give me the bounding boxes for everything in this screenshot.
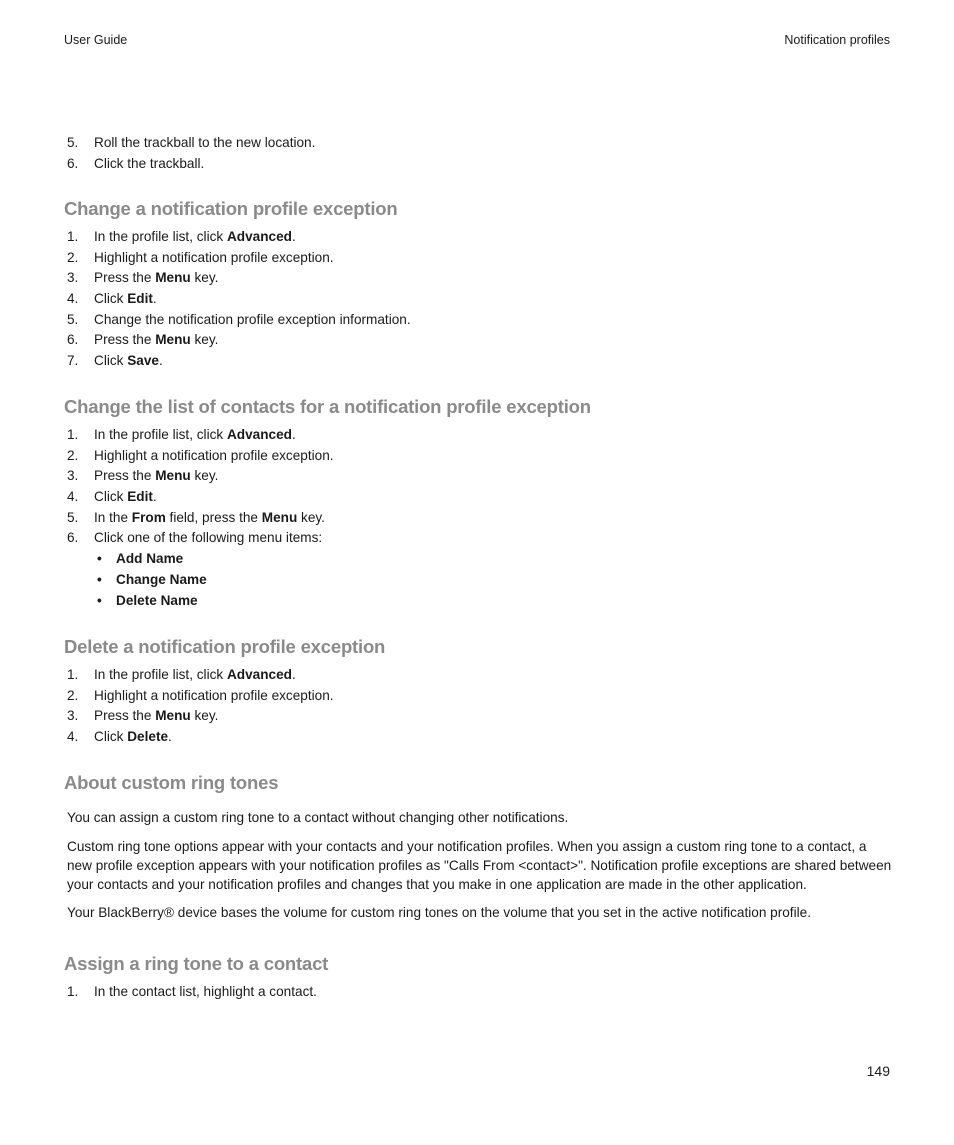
step: 5. In the From field, press the Menu key. bbox=[67, 509, 325, 525]
step: 1. In the profile list, click Advanced. bbox=[67, 427, 296, 442]
step: 3. Press the Menu key. bbox=[67, 270, 219, 286]
step: 1. In the contact list, highlight a contact. bbox=[67, 984, 317, 999]
menu-item-bullet: • Delete Name bbox=[97, 592, 198, 608]
step: 6. Press the Menu key. bbox=[67, 332, 219, 348]
menu-item-bullet: • Change Name bbox=[97, 571, 207, 587]
paragraph: You can assign a custom ring tone to a contact without changing other notifications. bbox=[67, 810, 569, 825]
step: 3. Press the Menu key. bbox=[67, 468, 219, 484]
menu-item-bullet: • Add Name bbox=[97, 551, 184, 567]
step: 2. Highlight a notification profile exception. bbox=[67, 447, 334, 463]
section-delete-exception bbox=[64, 636, 894, 748]
step: 2. Highlight a notification profile exception. bbox=[67, 687, 334, 703]
section-change-exception bbox=[64, 198, 894, 372]
page-number: 149 bbox=[866, 1063, 890, 1079]
section-heading: Assign a ring tone to a contact bbox=[64, 953, 329, 974]
paragraph: Custom ring tone options appear with your contacts and your notification profiles. When you assign a custom ring tone to a contact, a new profile exception appears with your notification profiles as "Calls From <contact>". Notification profile exceptions are shared between your contacts and your notification profiles and changes that you make in one application are made in the other application. bbox=[67, 839, 892, 892]
running-header-right: Notification profiles bbox=[784, 33, 890, 47]
section-assign-ring-tone bbox=[64, 953, 894, 1003]
section-change-contacts bbox=[64, 396, 894, 611]
section-heading: Change the list of contacts for a notification profile exception bbox=[64, 396, 591, 417]
section-heading: Delete a notification profile exception bbox=[64, 636, 386, 657]
step: 4. Click Edit. bbox=[67, 291, 157, 307]
step: 4. Click Edit. bbox=[67, 489, 157, 505]
step: 3. Press the Menu key. bbox=[67, 708, 219, 724]
section-heading: Change a notification profile exception bbox=[64, 198, 398, 219]
step: 6. Click the trackball. bbox=[67, 155, 205, 171]
step: 2. Highlight a notification profile exception. bbox=[67, 249, 334, 265]
step: 7. Click Save. bbox=[67, 353, 163, 369]
running-header-left: User Guide bbox=[64, 33, 128, 47]
step: 1. In the profile list, click Advanced. bbox=[67, 667, 296, 682]
step: 1. In the profile list, click Advanced. bbox=[67, 229, 296, 244]
step: 5. Roll the trackball to the new location. bbox=[67, 135, 316, 150]
section-heading: About custom ring tones bbox=[64, 772, 279, 793]
paragraph: Your BlackBerry® device bases the volume for custom ring tones on the volume that you set in the active notification profile. bbox=[67, 905, 811, 920]
step: 5. Change the notification profile exception information. bbox=[67, 311, 411, 327]
step: 4. Click Delete. bbox=[67, 729, 172, 745]
section-about-ring-tones bbox=[64, 772, 894, 922]
continued-steps bbox=[64, 133, 894, 174]
step: 6. Click one of the following menu items: bbox=[67, 530, 323, 546]
